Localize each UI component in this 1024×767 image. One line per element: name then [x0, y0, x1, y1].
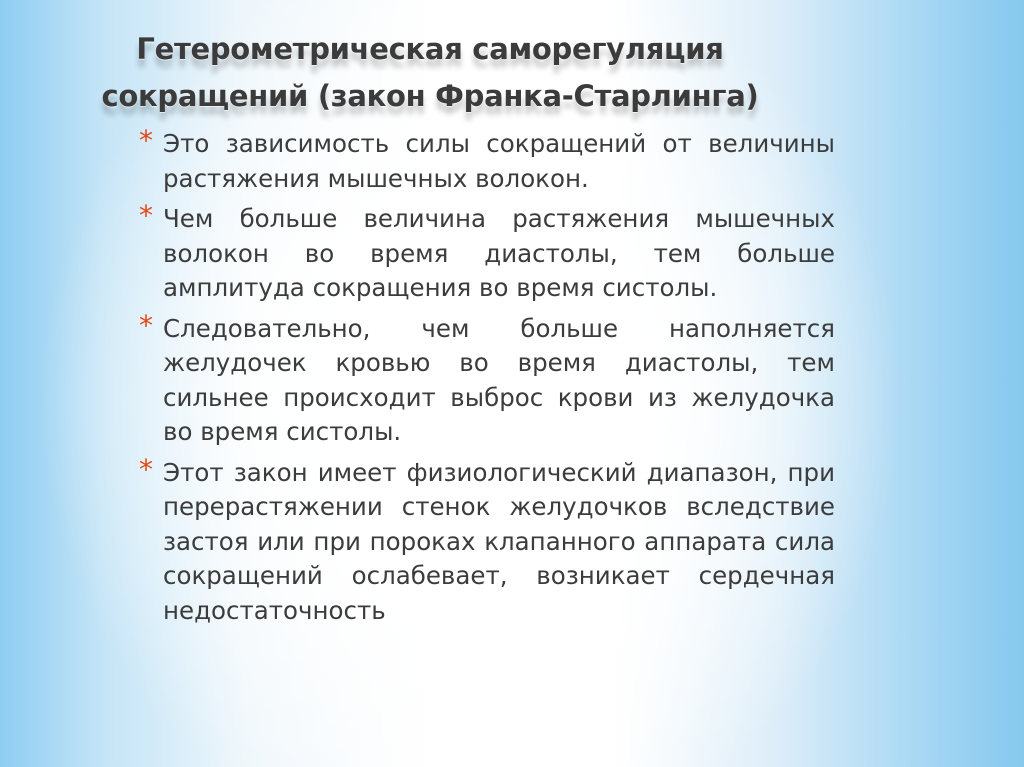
slide-title-line-1: Гетерометрическая саморегуляция	[136, 32, 724, 66]
slide-title-line-2: сокращений (закон Франка-Старлинга)	[101, 79, 759, 113]
asterisk-bullet-icon: *	[139, 199, 153, 232]
asterisk-bullet-icon: *	[139, 308, 153, 342]
bullet-text-1: Это зависимость силы сокращений от величины растяжения мышечных волокон.	[163, 129, 835, 193]
asterisk-bullet-icon: *	[139, 124, 153, 157]
bullet-list	[139, 124, 835, 634]
bullet-item-2	[139, 199, 835, 306]
bullet-item-1	[139, 124, 835, 196]
bullet-text-3: Следовательно, чем больше наполняется желудочек кровью во время диастолы, тем сильнее происходит выброс крови из желудочка во время систолы.	[163, 313, 835, 446]
bullet-item-3	[139, 308, 835, 450]
slide-title	[60, 26, 800, 120]
bullet-text-4: Этот закон имеет физиологический диапазон, при перерастяжении стенок желудочков вследствие застоя или при пороках клапанного аппарата сила сокращений ослабевает, возникает сердечная недостаточность	[163, 457, 835, 625]
asterisk-bullet-icon: *	[139, 452, 153, 486]
bullet-text-2: Чем больше величина растяжения мышечных волокон во время диастолы, тем больше амплитуда сокращения во время систолы.	[163, 204, 835, 302]
bullet-item-4	[139, 452, 835, 629]
